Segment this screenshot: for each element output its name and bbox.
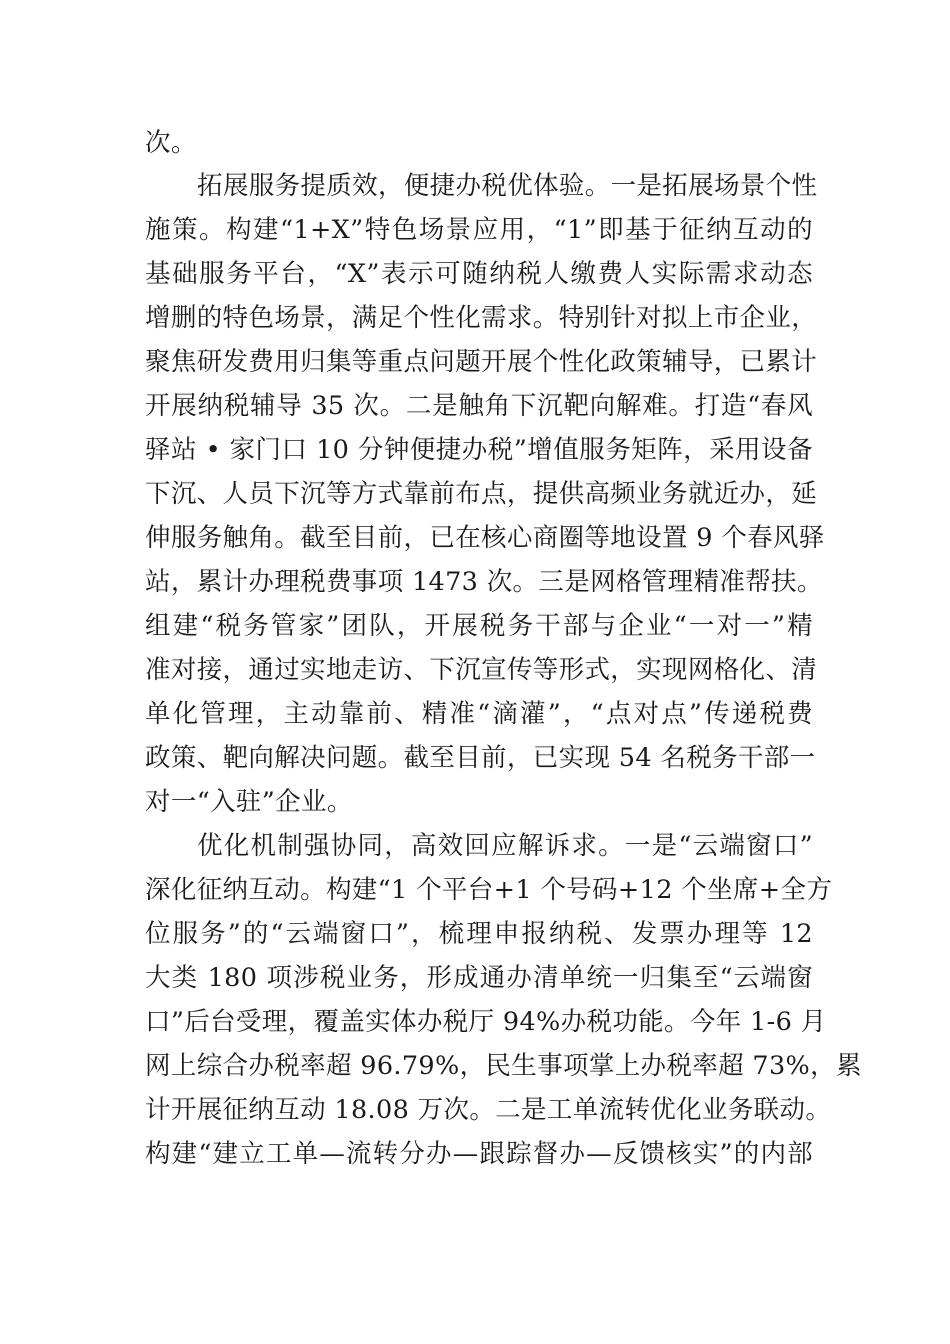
paragraph-2-line-10: 站，累计办理税费事项 1473 次。三是网格管理精准帮扶。	[145, 567, 823, 597]
paragraph-2-line-6: 开展纳税辅导 35 次。二是触角下沉靶向解难。打造“春风	[145, 391, 813, 421]
paragraph-3-line-7: 计开展征纳互动 18.08 万次。二是工单流转优化业务联动。	[145, 1095, 832, 1125]
paragraph-3-line-2: 深化征纳互动。构建“1 个平台+1 个号码+12 个坐席+全方	[145, 875, 833, 905]
paragraph-2-line-15: 对一“入驻”企业。	[145, 787, 353, 817]
paragraph-2-line-5: 聚焦研发费用归集等重点问题开展个性化政策辅导，已累计	[145, 347, 818, 377]
paragraph-2-line-1: 拓展服务提质效，便捷办税优体验。一是拓展场景个性	[197, 171, 818, 201]
paragraph-2-line-4: 增删的特色场景，满足个性化需求。特别针对拟上市企业，	[145, 303, 818, 333]
paragraph-1-line-1: 次。	[145, 128, 197, 158]
paragraph-2-line-3: 基础服务平台，“X”表示可随纳税人缴费人实际需求动态	[145, 259, 813, 289]
paragraph-3-line-1: 优化机制强协同，高效回应解诉求。一是“云端窗口”	[197, 831, 813, 861]
paragraph-3-line-6: 网上综合办税率超 96.79%，民生事项掌上办税率超 73%，累	[145, 1051, 862, 1081]
paragraph-2-line-9: 伸服务触角。截至目前，已在核心商圈等地设置 9 个春风驿	[145, 523, 825, 553]
paragraph-3-line-4: 大类 180 项涉税业务，形成通办清单统一归集至“云端窗	[145, 963, 813, 993]
paragraph-2-line-7: 驿站 • 家门口 10 分钟便捷办税”增值服务矩阵，采用设备	[145, 435, 813, 465]
paragraph-2-line-2: 施策。构建“1+X”特色场景应用，“1”即基于征纳互动的	[145, 215, 813, 245]
paragraph-2-line-14: 政策、靶向解决问题。截至目前，已实现 54 名税务干部一	[145, 743, 816, 773]
paragraph-2-line-12: 准对接，通过实地走访、下沉宣传等形式，实现网格化、清	[145, 655, 818, 685]
paragraph-2-line-11: 组建“税务管家”团队，开展税务干部与企业“一对一”精	[145, 611, 813, 641]
paragraph-3-line-3: 位服务”的“云端窗口”，梳理申报纳税、发票办理等 12	[145, 919, 813, 949]
paragraph-3-line-8: 构建“建立工单—流转分办—跟踪督办—反馈核实”的内部	[145, 1139, 813, 1169]
paragraph-2-line-13: 单化管理，主动靠前、精准“滴灌”，“点对点”传递税费	[145, 699, 813, 729]
paragraph-2-line-8: 下沉、人员下沉等方式靠前布点，提供高频业务就近办，延	[145, 479, 818, 509]
paragraph-3-line-5: 口”后台受理，覆盖实体办税厅 94%办税功能。今年 1-6 月	[145, 1007, 827, 1037]
